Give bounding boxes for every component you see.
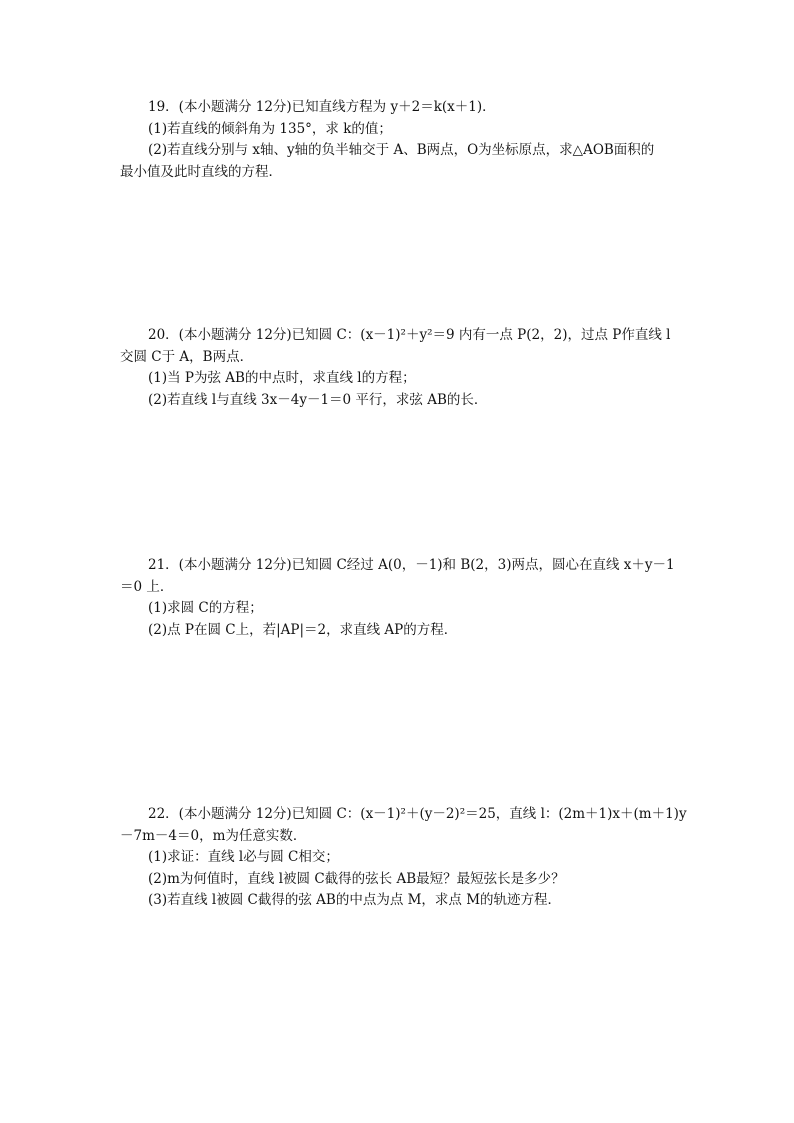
problem-20-part-1: (1)当 P为弦 AB的中点时，求直线 l的方程； [148, 370, 416, 386]
problem-22-stem-cont: －7m－4＝0，m为任意实数． [120, 827, 307, 844]
problem-19 [120, 97, 690, 183]
problem-22-part-3: (3)若直线 l被圆 C截得的弦 AB的中点为点 M，求点 M的轨迹方程． [148, 892, 562, 908]
problem-22 [120, 804, 690, 912]
problem-19-part-2-cont: 最小值及此时直线的方程． [120, 163, 282, 180]
problem-19-part-2: (2)若直线分别与 x轴、y轴的负半轴交于 A、B两点，O为坐标原点，求△AOB面积的 [148, 142, 655, 158]
problem-22-part-1: (1)求证：直线 l必与圆 C相交； [148, 849, 339, 865]
problem-19-part-1: (1)若直线的倾斜角为 135°，求 k的值； [148, 120, 392, 137]
problem-21-stem-cont: ＝0 上． [120, 578, 174, 595]
problem-20-stem: 20．(本小题满分 12分)已知圆 C：(x－1)²＋y²＝9 内有一点 P(2，2)，过点 P作直线 l [148, 327, 671, 343]
problem-21-stem: 21．(本小题满分 12分)已知圆 C经过 A(0，－1)和 B(2，3)两点，圆心在直线 x＋y－1 [148, 557, 675, 573]
problem-20 [120, 325, 690, 411]
problem-21-part-1: (1)求圆 C的方程； [148, 600, 263, 616]
problem-20-stem-cont: 交圆 C于 A，B两点． [120, 348, 254, 365]
problem-20-part-2: (2)若直线 l与直线 3x－4y－1＝0 平行，求弦 AB的长． [148, 391, 488, 408]
problem-19-stem: 19．(本小题满分 12分)已知直线方程为 y＋2＝k(x＋1)． [148, 99, 496, 115]
problem-22-part-2: (2)m为何值时，直线 l被圆 C截得的弦长 AB最短？最短弦长是多少？ [148, 870, 565, 887]
problem-22-stem: 22．(本小题满分 12分)已知圆 C：(x－1)²＋(y－2)²＝25，直线 l：(2m＋1)x＋(m＋1)y [148, 806, 687, 822]
problem-21 [120, 555, 690, 641]
problem-21-part-2: (2)点 P在圆 C上，若|AP|＝2，求直线 AP的方程． [148, 621, 458, 638]
